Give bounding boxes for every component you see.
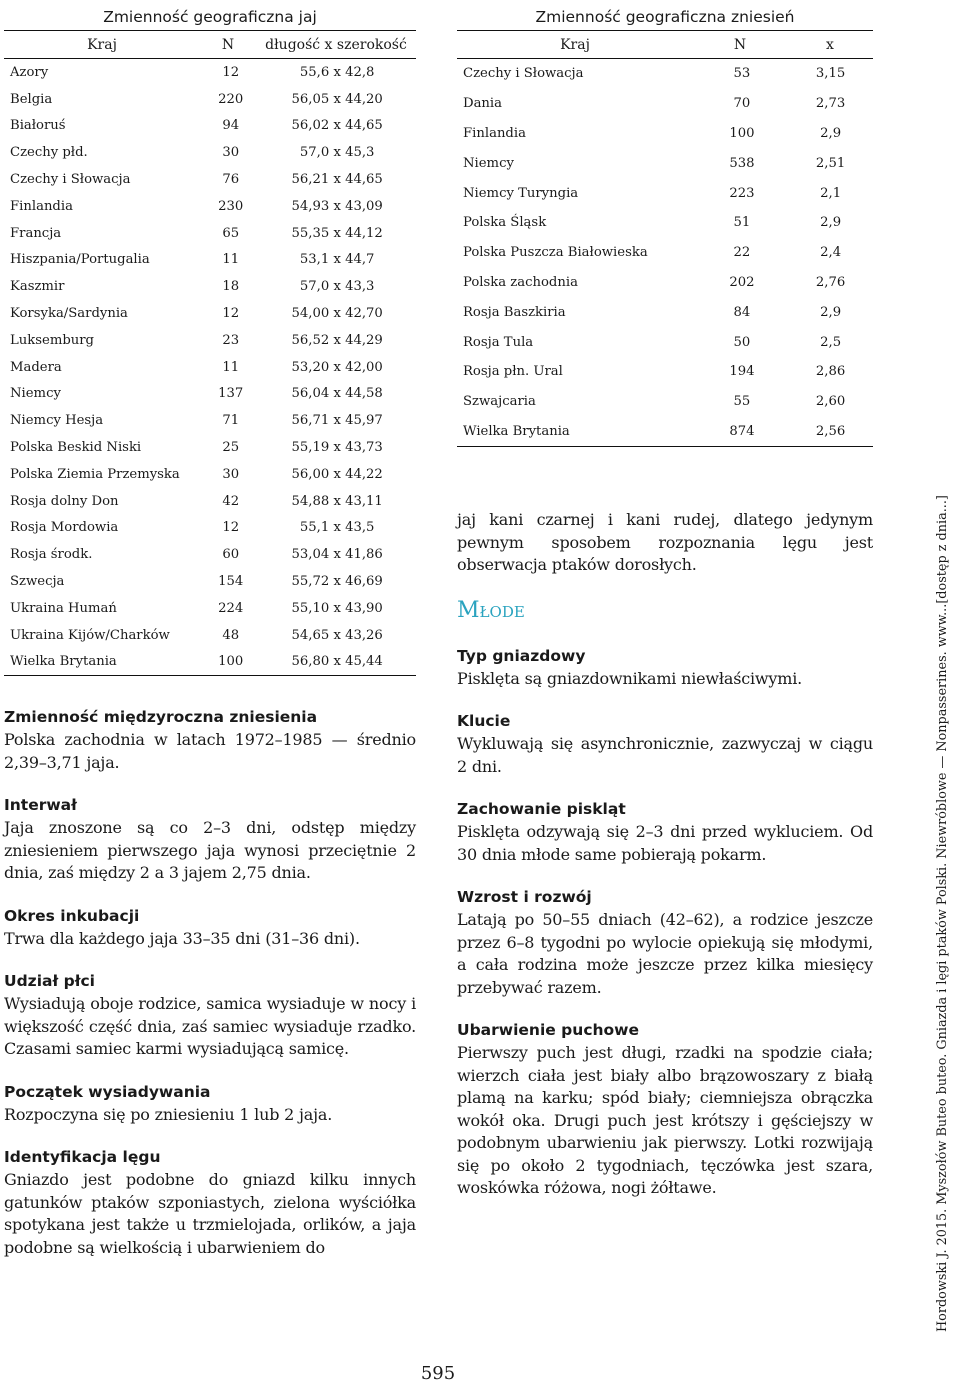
table-row — [4, 166, 416, 193]
cell-country: Szwajcaria — [463, 394, 536, 410]
table-row — [4, 113, 416, 140]
cell-country: Belgia — [10, 91, 53, 107]
cell-n: 94 — [222, 118, 240, 134]
section-body: Polska zachodnia w latach 1972–1985 — średnio 2,39–3,71 jaja. — [4, 730, 416, 772]
cell-dim: 56,00 x 44,22 — [291, 466, 383, 482]
cell-country: Niemcy — [10, 386, 61, 402]
cell-n: 50 — [733, 334, 751, 350]
section-body: Latają po 50–55 dniach (42–62), a rodzice jeszcze przez 6–8 tygodni po wylocie opiekują się młodymi, a cała rodzina może jeszcze przez kilka miesięcy przebywać razem. — [457, 910, 873, 997]
table-title: Zmienność geograficzna zniesień — [535, 8, 795, 26]
cell-n: 100 — [729, 125, 755, 141]
cell-country: Luksemburg — [10, 332, 94, 348]
section-title: Wzrost i rozwój — [457, 888, 592, 907]
cell-n: 30 — [222, 145, 240, 161]
section-title: Identyfikacja lęgu — [4, 1148, 161, 1167]
cell-country: Azory — [10, 64, 49, 80]
cell-n: 25 — [222, 440, 240, 456]
cell-x: 2,86 — [815, 364, 846, 380]
section-title: Klucie — [457, 712, 511, 731]
table-row — [4, 381, 416, 408]
table-row — [457, 357, 873, 387]
table-row — [457, 59, 873, 89]
cell-n: 100 — [218, 654, 244, 670]
text-section — [457, 1019, 873, 1200]
section-body: Pisklęta odzywają się 2–3 dni przed wykluciem. Od 30 dnia młode same pobierają pokarm. — [457, 822, 873, 864]
header-n: N — [221, 36, 235, 53]
table-row — [4, 407, 416, 434]
table-rule — [457, 446, 873, 447]
table-row — [4, 327, 416, 354]
cell-x: 2,9 — [820, 125, 842, 141]
table-row — [4, 434, 416, 461]
cell-n: 11 — [222, 359, 240, 375]
section-title: Początek wysiadywania — [4, 1082, 211, 1101]
cell-n: 11 — [222, 252, 240, 268]
cell-dim: 55,6 x 42,8 — [299, 64, 375, 80]
left-text-sections — [4, 706, 416, 1259]
right-column — [457, 4, 873, 1200]
table-row — [4, 488, 416, 515]
cell-dim: 54,93 x 43,09 — [291, 198, 383, 214]
cell-n: 55 — [733, 394, 751, 410]
cell-country: Polska zachodnia — [463, 274, 578, 290]
cell-n: 71 — [222, 413, 240, 429]
cell-country: Polska Ziemia Przemyska — [10, 466, 180, 482]
text-section — [4, 970, 416, 1061]
cell-dim: 56,71 x 45,97 — [291, 413, 383, 429]
cell-dim: 55,35 x 44,12 — [291, 225, 383, 241]
header-dimensions: długość x szerokość — [265, 36, 407, 53]
cell-dim: 56,52 x 44,29 — [291, 332, 383, 348]
cell-x: 2,76 — [815, 274, 846, 290]
cell-country: Rosja płn. Ural — [463, 364, 563, 380]
cell-dim: 54,65 x 43,26 — [291, 627, 383, 643]
cell-n: 220 — [218, 91, 244, 107]
cell-n: 12 — [222, 64, 240, 80]
cell-country: Czechy i Słowacja — [463, 66, 584, 82]
table-row — [457, 148, 873, 178]
table-row — [4, 193, 416, 220]
table-header-row — [4, 31, 416, 58]
cell-country: Kaszmir — [10, 279, 65, 295]
cell-country: Polska Puszcza Białowieska — [463, 245, 648, 261]
section-body: Wykluwają się asynchronicznie, zazwyczaj w ciągu 2 dni. — [457, 734, 873, 776]
cell-n: 538 — [729, 155, 755, 171]
cell-country: Rosja Mordowia — [10, 520, 119, 536]
cell-n: 12 — [222, 520, 240, 536]
cell-dim: 56,04 x 44,58 — [291, 386, 383, 402]
section-title: Ubarwienie puchowe — [457, 1021, 640, 1040]
cell-n: 874 — [729, 423, 755, 439]
table-row — [4, 595, 416, 622]
table-row — [4, 354, 416, 381]
table-header-row — [457, 31, 873, 58]
header-country: Kraj — [87, 36, 117, 53]
cell-dim: 57,0 x 43,3 — [299, 279, 375, 295]
table-row — [457, 119, 873, 149]
cell-n: 48 — [222, 627, 240, 643]
table-row — [457, 89, 873, 119]
cell-x: 2,73 — [815, 96, 846, 112]
section-body: Gniazdo jest podobne do gniazd kilku innych gatunków ptaków szponiastych, zielona wyściółka spotykana jest także u trzmielojada, orlików, a jaja podobne są wielkością i ubarwieniem do — [4, 1170, 416, 1257]
table-row — [4, 220, 416, 247]
section-body: Rozpoczyna się po zniesieniu 1 lub 2 jaja. — [4, 1104, 333, 1124]
text-section — [457, 798, 873, 866]
section-body: Wysiadują oboje rodzice, samica wysiaduje w nocy i większość część dnia, zaś samiec wysiaduje rzadko. Czasami samiec karmi wysiadującą samicę. — [4, 994, 416, 1059]
table-row — [4, 273, 416, 300]
cell-x: 2,9 — [820, 304, 842, 320]
cell-dim: 55,1 x 43,5 — [299, 520, 375, 536]
cell-dim: 53,1 x 44,7 — [299, 252, 375, 268]
right-text-sections — [457, 645, 873, 1200]
clutch-size-table — [457, 4, 873, 447]
section-title: Okres inkubacji — [4, 906, 140, 925]
cell-dim: 56,05 x 44,20 — [291, 91, 383, 107]
cell-n: 76 — [222, 172, 240, 188]
cell-country: Wielka Brytania — [10, 654, 117, 670]
cell-n: 30 — [222, 466, 240, 482]
table-row — [457, 327, 873, 357]
page-number: 595 — [420, 1363, 456, 1384]
text-section — [4, 905, 416, 951]
text-section — [4, 794, 416, 885]
cell-country: Niemcy — [463, 155, 514, 171]
cell-dim: 54,00 x 42,70 — [291, 306, 383, 322]
table-row — [457, 208, 873, 238]
cell-x: 2,1 — [820, 185, 842, 201]
cell-country: Finlandia — [10, 198, 73, 214]
text-section — [4, 1146, 416, 1259]
cell-dim: 53,20 x 42,00 — [291, 359, 383, 375]
cell-dim: 56,02 x 44,65 — [291, 118, 383, 134]
table-row — [4, 461, 416, 488]
section-title: Typ gniazdowy — [457, 646, 586, 665]
section-body: Jaja znoszone są co 2–3 dni, odstęp między zniesieniem pierwszego jaja wynosi przeciętnie 2 dnia, zaś między 2 a 3 jajem 2,75 dnia. — [4, 818, 416, 883]
cell-country: Madera — [10, 359, 62, 375]
cell-dim: 54,88 x 43,11 — [291, 493, 383, 509]
cell-country: Białoruś — [10, 118, 66, 134]
cell-country: Francja — [10, 225, 62, 241]
cell-n: 12 — [222, 306, 240, 322]
header-country: Kraj — [560, 36, 590, 53]
cell-n: 22 — [733, 245, 751, 261]
cell-country: Rosja Baszkiria — [463, 304, 566, 320]
table-row — [4, 300, 416, 327]
table-row — [4, 515, 416, 542]
text-section — [457, 886, 873, 999]
section-title: Interwał — [4, 796, 77, 815]
cell-n: 224 — [218, 600, 244, 616]
cell-n: 230 — [218, 198, 244, 214]
text-section — [457, 710, 873, 778]
cell-country: Niemcy Hesja — [10, 413, 104, 429]
mlode-heading: Młode — [457, 597, 525, 623]
continuation-paragraph: jaj kani czarnej i kani rudej, dlatego jedynym pewnym sposobem rozpoznania lęgu jest obserwacja ptaków dorosłych. — [457, 510, 873, 575]
cell-country: Czechy płd. — [10, 145, 88, 161]
text-section — [4, 1081, 416, 1127]
cell-n: 84 — [733, 304, 751, 320]
cell-country: Rosja Tula — [463, 334, 534, 350]
cell-country: Polska Śląsk — [463, 215, 547, 231]
cell-x: 2,60 — [815, 394, 846, 410]
left-column — [4, 4, 416, 1259]
cell-country: Czechy i Słowacja — [10, 172, 131, 188]
cell-n: 223 — [729, 185, 755, 201]
cell-x: 2,56 — [815, 423, 846, 439]
table-body — [457, 59, 873, 446]
cell-n: 194 — [729, 364, 755, 380]
header-x: x — [826, 36, 834, 53]
cell-n: 70 — [733, 96, 751, 112]
section-body: Trwa dla każdego jaja 33–35 dni (31–36 dni). — [4, 928, 360, 948]
cell-n: 137 — [218, 386, 244, 402]
table-row — [4, 541, 416, 568]
cell-x: 2,4 — [820, 245, 842, 261]
cell-country: Wielka Brytania — [463, 423, 570, 439]
table-row — [457, 297, 873, 327]
table-row — [4, 139, 416, 166]
cell-country: Polska Beskid Niski — [10, 440, 142, 456]
table-body — [4, 59, 416, 675]
cell-country: Korsyka/Sardynia — [10, 306, 128, 322]
cell-n: 51 — [733, 215, 751, 231]
cell-n: 23 — [222, 332, 240, 348]
table-row — [4, 649, 416, 676]
section-title: Zachowanie piskląt — [457, 800, 626, 819]
table-row — [457, 238, 873, 268]
cell-dim: 56,80 x 45,44 — [291, 654, 383, 670]
section-title: Udział płci — [4, 972, 95, 991]
cell-country: Rosja środk. — [10, 547, 93, 563]
cell-x: 3,15 — [815, 66, 846, 82]
cell-n: 53 — [733, 66, 751, 82]
text-section — [4, 706, 416, 774]
cell-dim: 55,19 x 43,73 — [291, 440, 383, 456]
table-row — [457, 268, 873, 298]
cell-country: Finlandia — [463, 125, 526, 141]
table-row — [457, 417, 873, 447]
table-row — [457, 387, 873, 417]
cell-dim: 55,10 x 43,90 — [291, 600, 383, 616]
cell-dim: 53,04 x 41,86 — [291, 547, 383, 563]
text-section — [457, 645, 873, 691]
cell-country: Szwecja — [10, 574, 65, 590]
cell-dim: 56,21 x 44,65 — [291, 172, 383, 188]
cell-n: 42 — [222, 493, 240, 509]
table-row — [4, 247, 416, 274]
cell-country: Ukraina Humań — [10, 600, 117, 616]
cell-country: Hiszpania/Portugalia — [10, 252, 150, 268]
cell-n: 65 — [222, 225, 240, 241]
cell-x: 2,9 — [820, 215, 842, 231]
cell-dim: 55,72 x 46,69 — [291, 574, 383, 590]
cell-dim: 57,0 x 45,3 — [299, 145, 375, 161]
table-row — [4, 86, 416, 113]
cell-x: 2,5 — [820, 334, 842, 350]
table-row — [457, 178, 873, 208]
section-title: Zmienność międzyroczna zniesienia — [4, 708, 318, 727]
header-n: N — [733, 36, 747, 53]
table-title: Zmienność geograficzna jaj — [103, 8, 317, 26]
cell-n: 18 — [222, 279, 240, 295]
cell-x: 2,51 — [815, 155, 846, 171]
table-row — [4, 59, 416, 86]
cell-n: 60 — [222, 547, 240, 563]
cell-country: Ukraina Kijów/Charków — [10, 627, 170, 643]
cell-country: Niemcy Turyngia — [463, 185, 579, 201]
side-citation: Hordowski J. 2015. Myszołów Buteo buteo. Gniazda i lęgi ptaków Polski. Niewróblowe — Nonpasserines. www...[dostęp z dnia...] — [935, 495, 950, 1332]
table-rule — [4, 675, 416, 676]
cell-n: 154 — [218, 574, 244, 590]
cell-country: Dania — [463, 96, 503, 112]
cell-n: 202 — [729, 274, 755, 290]
table-row — [4, 568, 416, 595]
section-body: Pisklęta są gniazdownikami niewłaściwymi. — [457, 668, 803, 688]
cell-country: Rosja dolny Don — [10, 493, 119, 509]
egg-size-table — [4, 4, 416, 676]
table-row — [4, 622, 416, 649]
section-body: Pierwszy puch jest długi, rzadki na spodzie ciała; wierzch ciała jest biały albo brązowoszary z białą plamą na karku; spód biały; ciemniejsza obrączka wokół oka. Drugi puch jest krótszy i gęściejszy w podobnym ubarwieniu jak pierwszy. Lotki rozwijają się po około 2 tygodniach, tęczówka jest szara, woskówka różowa, nogi żółtawe. — [457, 1043, 873, 1198]
